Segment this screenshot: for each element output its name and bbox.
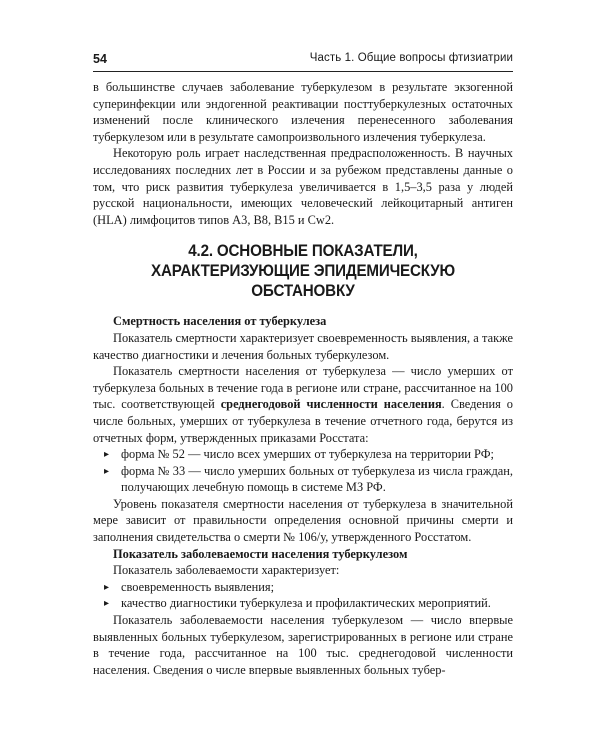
paragraph-1: в большинстве случаев заболевание туберкулезом в результате экзогенной суперинфекции или эндогенной реактивации посттуберкулезных остаточных изменений после клинического излечения перенесенного заболевания туберкулезом или в результате самопроизвольного излечения туберкулеза. — [93, 80, 513, 144]
subheading-mortality: Смертность населения от туберкулеза — [113, 314, 327, 329]
list-item-text: качество диагностики туберкулеза и профилактических мероприятий. — [121, 596, 491, 611]
paragraph-2: Некоторую роль играет наследственная предрасположенность. В научных исследованиях последних лет в России и за рубежом представлены данные о том, что риск развития туберкулеза увеличивается в 1,5–3,5 раза у людей русской национальности, имеющих человеческий лейкоцитарный антиген (HLA) лимфоцитов типов А3, В8, В15 и Cw2. — [93, 146, 513, 227]
list-item — [93, 579, 513, 596]
triangle-bullet-icon: ▸ — [104, 449, 110, 461]
paragraph-4-bold: среднегодовой численности населения — [220, 397, 442, 412]
paragraph-4-start: Показатель смертности населения от туберкулеза — число умерших от туберкулеза больных в течение года в регионе или стране, рассчитанное на 100 тыс. соответствующей — [93, 364, 513, 412]
paragraph-4 — [93, 363, 513, 446]
running-title: Часть 1. Общие вопросы фтизиатрии — [309, 52, 513, 64]
list-item — [93, 463, 513, 496]
triangle-bullet-icon: ▸ — [104, 598, 110, 610]
section-heading: 4.2. ОСНОВНЫЕ ПОКАЗАТЕЛИ, ХАРАКТЕРИЗУЮЩИЕ ЭПИДЕМИЧЕСКУЮ ОБСТАНОВКУ — [151, 242, 455, 301]
page-header — [93, 48, 513, 68]
list-item-text: форма № 33 — число умерших больных от туберкулеза из числа граждан, получающих лечебную помощь в системе МЗ РФ. — [121, 463, 513, 495]
paragraph-7: Показатель заболеваемости населения туберкулезом — число впервые выявленных больных туберкулезом, зарегистрированных в регионе или стране в течение года, рассчитанное на 100 тыс. среднегодовой численности населения. Сведения о числе впервые выявленных больных тубер- — [93, 613, 513, 677]
triangle-bullet-icon: ▸ — [104, 465, 110, 477]
triangle-bullet-icon: ▸ — [104, 581, 110, 593]
page-number: 54 — [93, 52, 107, 66]
list-item — [93, 446, 513, 463]
mortality-forms-list — [93, 446, 513, 496]
paragraph-6: Показатель заболеваемости характеризует: — [113, 563, 340, 578]
page-body — [93, 79, 513, 678]
list-item-text: своевременность выявления; — [121, 579, 275, 594]
paragraph-5: Уровень показателя смертности населения от туберкулеза в значительной мере зависит от правильности определения основной причины смерти и заполнения свидетельства о смерти № 106/у, утвержденного Росстатом. — [93, 496, 513, 545]
paragraph-4-end: . Сведения о числе больных, умерших от туберкулеза в течение отчетного года, берутся из отчетных форм, утвержденных приказами Росстата: — [93, 397, 514, 445]
paragraph-3: Показатель смертности характеризует своевременность выявления, а также качество диагностики и лечения больных туберкулезом. — [93, 330, 513, 362]
list-item-text: форма № 52 — число всех умерших от туберкулеза на территории РФ; — [121, 447, 494, 462]
incidence-characteristics-list — [93, 579, 513, 612]
subheading-incidence: Показатель заболеваемости населения туберкулезом — [113, 546, 408, 561]
list-item — [93, 595, 513, 612]
header-divider — [93, 71, 513, 72]
